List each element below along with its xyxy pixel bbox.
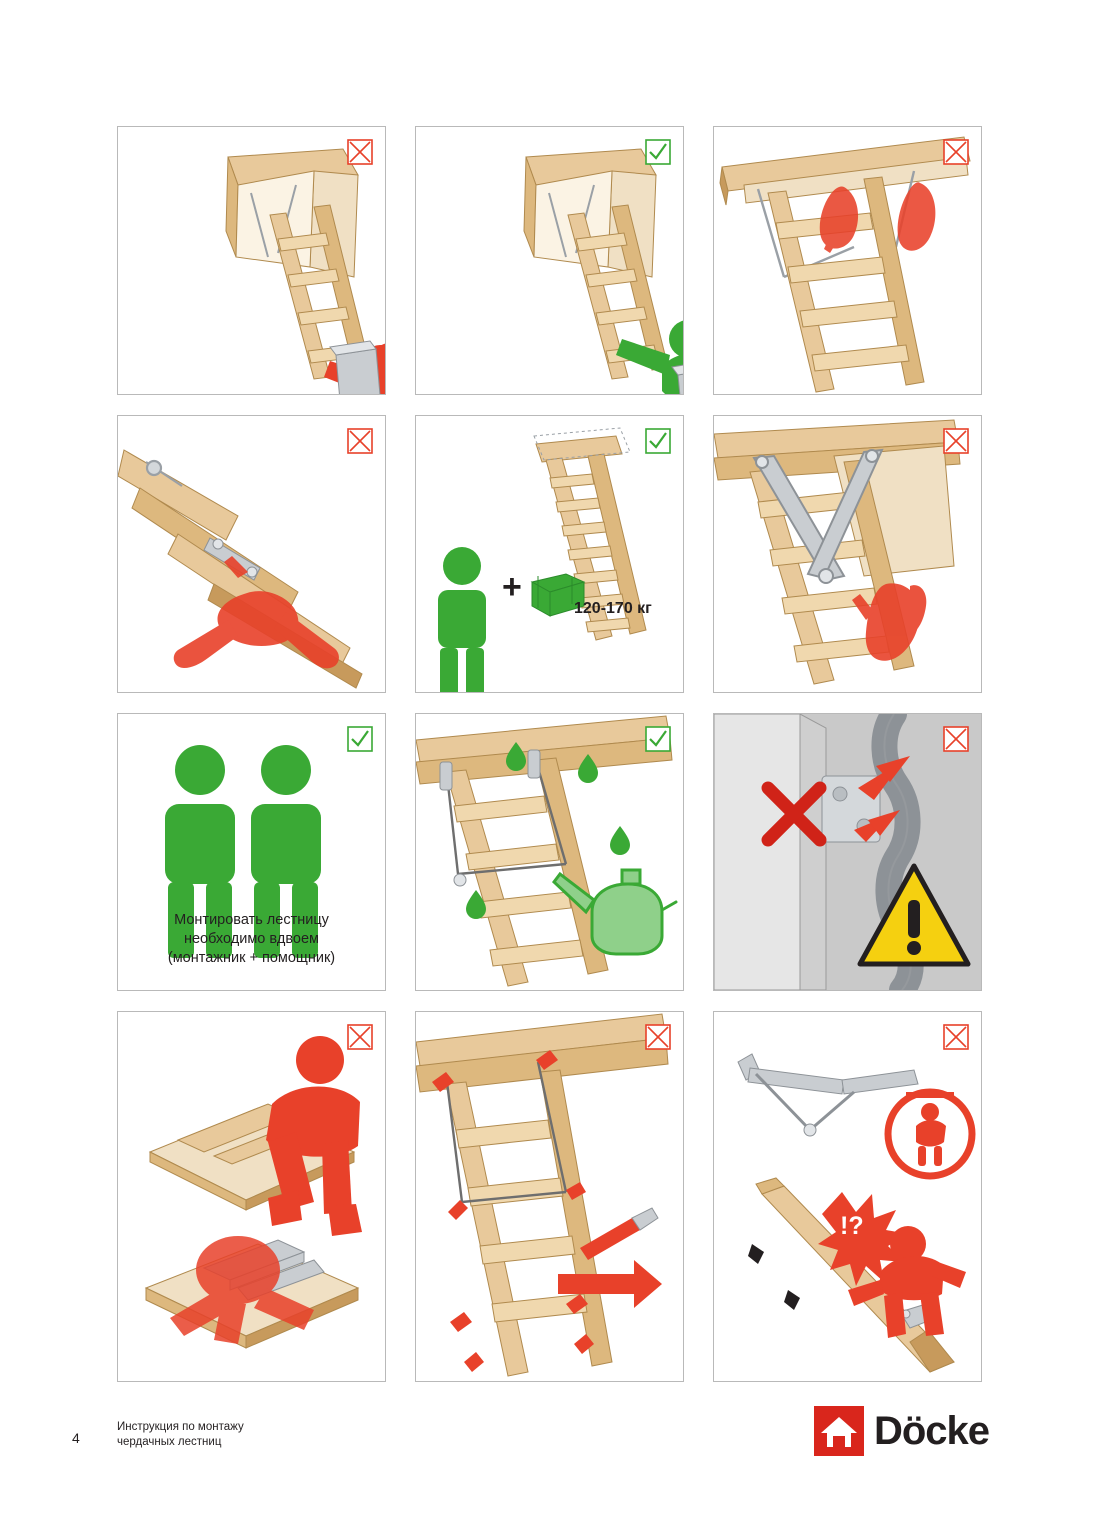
illustration-climb-correct [416, 127, 683, 394]
badge-forbidden [347, 1024, 373, 1050]
svg-text:!?: !? [840, 1212, 864, 1240]
panel-do-not-remove-screws [415, 1011, 684, 1382]
page-footer [0, 1406, 1099, 1476]
illustration-remove-screws [416, 1012, 683, 1381]
badge-allowed [645, 139, 671, 165]
illustration-grid [117, 126, 982, 1358]
panel-do-not-stay-under-ladder [713, 1011, 982, 1382]
illustration-lubricate [416, 714, 683, 990]
badge-forbidden [943, 428, 969, 454]
svg-text:+: + [502, 568, 522, 606]
panel-two-person-installation [117, 713, 386, 991]
panel-hand-under-spring-forbidden [117, 415, 386, 693]
brand-name: Döcke [873, 1409, 989, 1453]
footer-text [117, 1420, 244, 1450]
badge-forbidden [347, 139, 373, 165]
badge-forbidden [943, 139, 969, 165]
page-number: 4 [72, 1430, 80, 1446]
badge-forbidden [943, 726, 969, 752]
caption-line-3: (монтажник + помощник) [167, 950, 336, 966]
brand-logo [814, 1406, 989, 1456]
illustration-stand-on-frame [118, 1012, 385, 1381]
caption-line-1: Монтировать лестницу [174, 912, 329, 928]
badge-forbidden [347, 428, 373, 454]
illustration-max-load [416, 416, 683, 692]
panel-do-not-stand-on-frame [117, 1011, 386, 1382]
badge-allowed [347, 726, 373, 752]
caption-two-person [118, 911, 385, 968]
panel-corrugated-pipe-warning [713, 713, 982, 991]
max-load-value: 120-170 кг [574, 600, 652, 617]
docke-house-icon [814, 1406, 864, 1456]
badge-forbidden [645, 1024, 671, 1050]
caption-line-2: необходимо вдвоем [183, 931, 320, 947]
illustration-scissor-hand [714, 416, 981, 692]
footer-line-2: чердачных лестниц [117, 1436, 222, 1448]
panel-climb-carrying-load-correct [415, 126, 684, 395]
panel-hand-near-scissor-forbidden [713, 415, 982, 693]
illustration-pipe-warning [714, 714, 981, 990]
panel-climb-with-load-forbidden [117, 126, 386, 395]
illustration-hinge-hands [714, 127, 981, 394]
badge-allowed [645, 726, 671, 752]
panel-hands-in-hinge-forbidden [713, 126, 982, 395]
footer-line-1: Инструкция по монтажу [117, 1421, 244, 1433]
illustration-hand-spring [118, 416, 385, 692]
illustration-climb-with-load [118, 127, 385, 394]
panel-max-load-allowed [415, 415, 684, 693]
badge-allowed [645, 428, 671, 454]
panel-lubricate-hinges-allowed [415, 713, 684, 991]
illustration-under-ladder [714, 1012, 981, 1381]
badge-forbidden [943, 1024, 969, 1050]
